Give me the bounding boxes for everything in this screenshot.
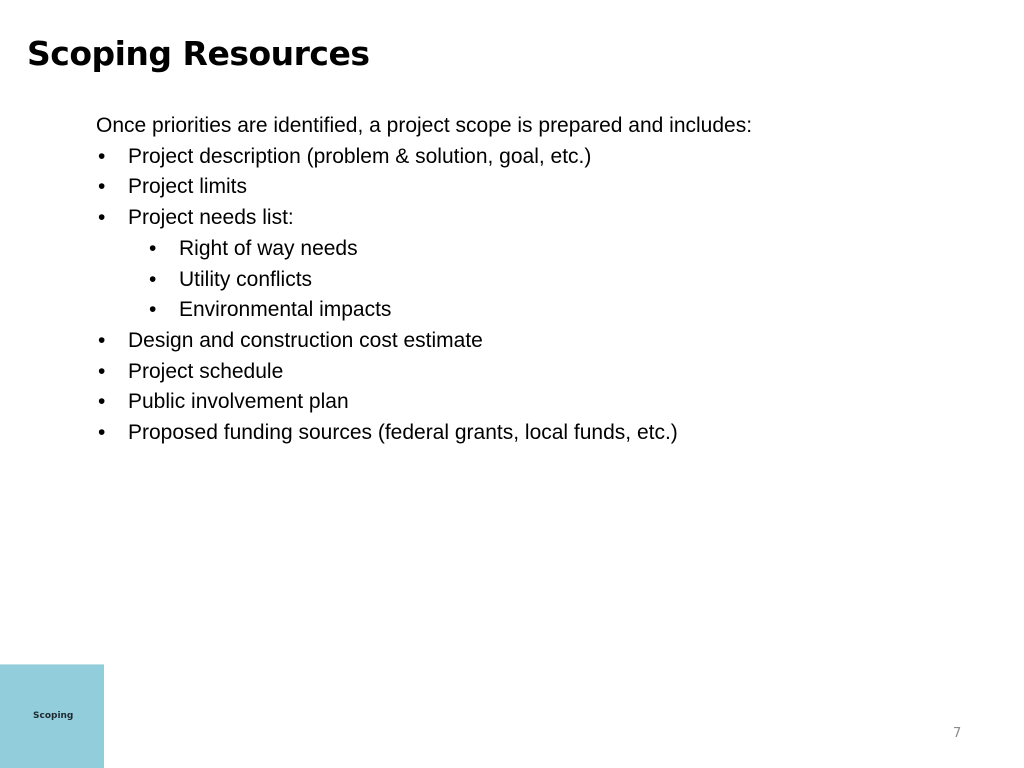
slide-body: [96, 111, 996, 449]
slide-title: Scoping Resources: [27, 34, 370, 73]
intro-text: Once priorities are identified, a project scope is prepared and includes:: [96, 114, 753, 137]
sub-bullet-item: • Right of way needs: [147, 234, 996, 265]
section-tab-label: Scoping: [33, 711, 74, 721]
bullet-item: • Project schedule: [96, 357, 996, 388]
bullet-list: [96, 142, 996, 449]
sub-bullet-item: • Environmental impacts: [147, 295, 996, 326]
section-tab: [0, 664, 104, 768]
bullet-item: • Public involvement plan: [96, 387, 996, 418]
bullet-item: • Proposed funding sources (federal grants, local funds, etc.): [96, 418, 996, 449]
sub-bullet-item: • Utility conflicts: [147, 265, 996, 296]
page-number: 7: [953, 726, 962, 741]
bullet-item: • Design and construction cost estimate: [96, 326, 996, 357]
bullet-item: • Project needs list:: [96, 203, 996, 234]
bullet-item: • Project limits: [96, 172, 996, 203]
bullet-item: • Project description (problem & solution, goal, etc.): [96, 142, 996, 173]
